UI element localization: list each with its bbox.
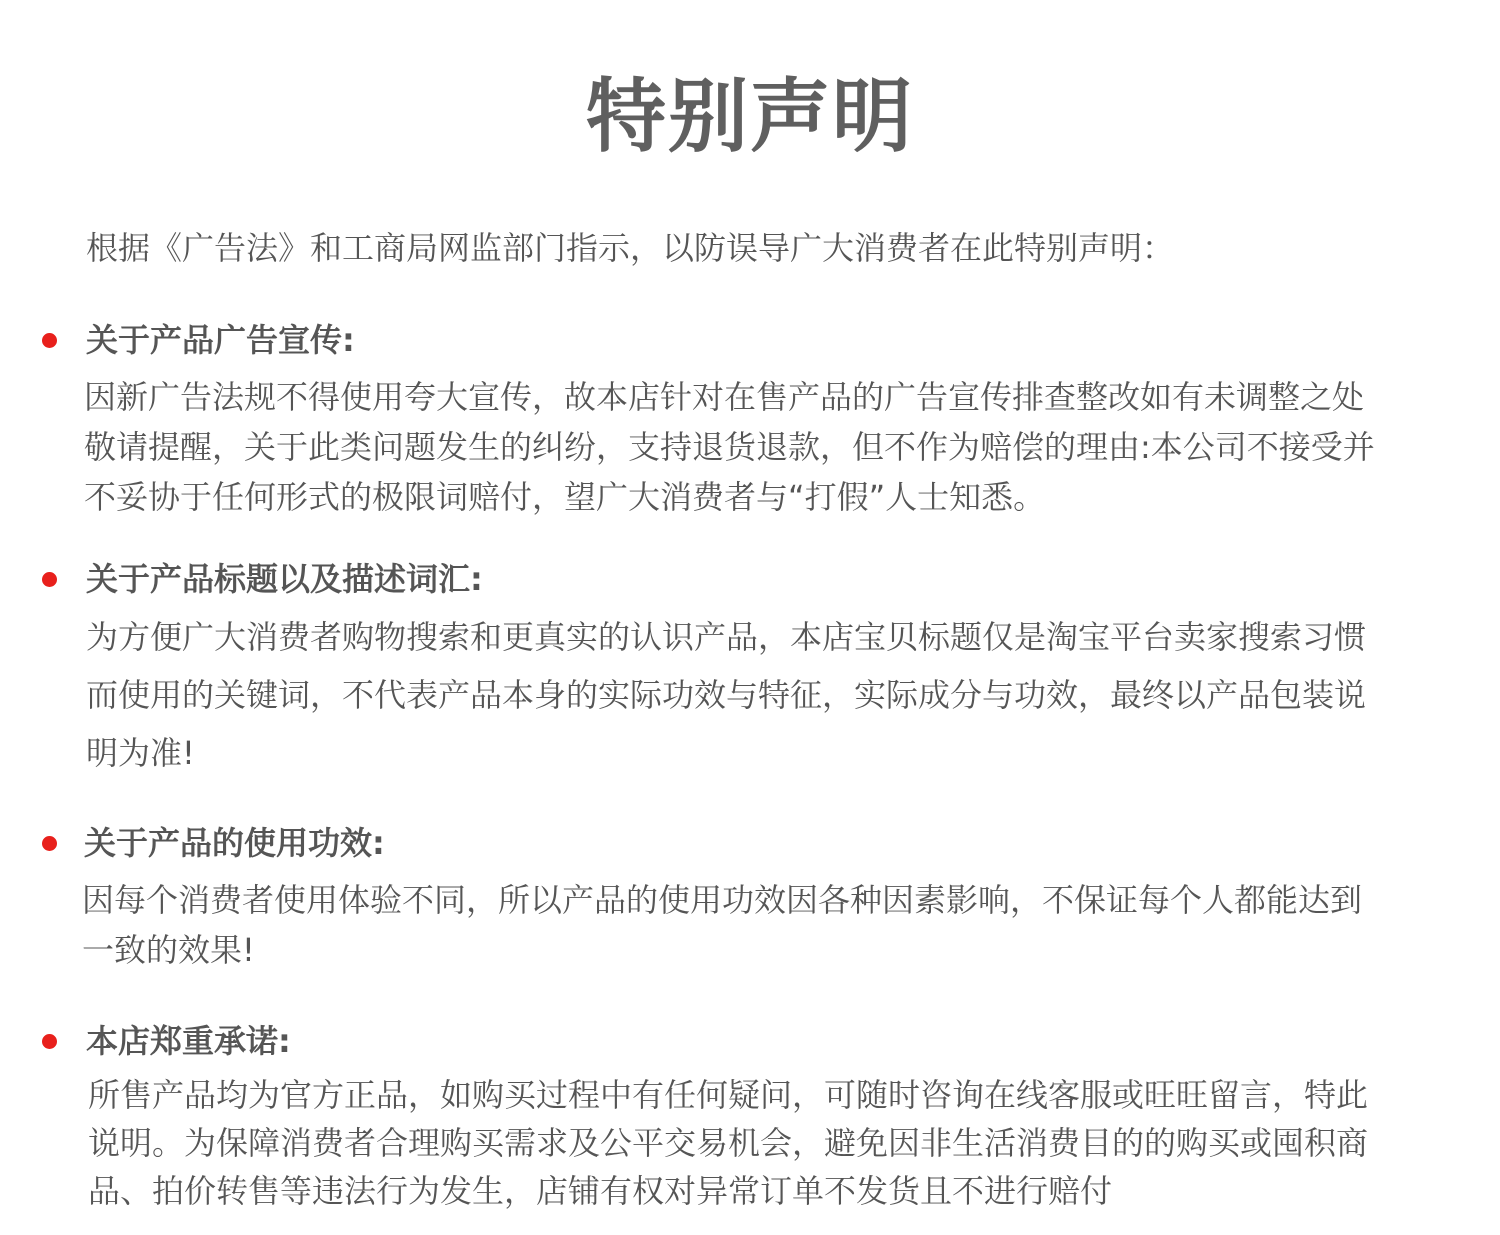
body-line: 因每个消费者使用体验不同，所以产品的使用功效因各种因素影响，不保证每个人都能达到: [82, 881, 1363, 919]
body-line: 所售产品均为官方正品，如购买过程中有任何疑问，可随时咨询在线客服或旺旺留言，特此: [88, 1076, 1369, 1114]
body-line: 品、拍价转售等违法行为发生，店铺有权对异常订单不发货且不进行赔付: [88, 1172, 1113, 1210]
body-line: 一致的效果!: [82, 931, 255, 969]
page-title: 特别声明: [586, 70, 914, 163]
section-heading: 本店郑重承诺:: [86, 1022, 291, 1060]
section-body: [86, 608, 1366, 782]
intro-text: 根据《广告法》和工商局网监部门指示，以防误导广大消费者在此特别声明：: [86, 229, 1175, 267]
section-body: [84, 372, 1375, 522]
body-line: 说明。为保障消费者合理购买需求及公平交易机会，避免因非生活消费目的的购买或囤积商: [88, 1124, 1369, 1162]
bullet-icon: [42, 1034, 57, 1049]
body-line: 敬请提醒，关于此类问题发生的纠纷，支持退货退款，但不作为赔偿的理由:本公司不接受并: [84, 428, 1375, 466]
section-body: [88, 1071, 1368, 1215]
bullet-icon: [42, 333, 57, 348]
body-line: 不妥协于任何形式的极限词赔付，望广大消费者与“打假”人士知悉。: [84, 478, 1046, 516]
section-heading: 关于产品的使用功效:: [84, 824, 385, 862]
section-body: [82, 875, 1362, 975]
body-line: 而使用的关键词，不代表产品本身的实际功效与特征，实际成分与功效，最终以产品包装说: [86, 676, 1367, 714]
body-line: 明为准!: [86, 734, 195, 772]
section-heading: 关于产品标题以及描述词汇:: [86, 560, 483, 598]
body-line: 为方便广大消费者购物搜索和更真实的认识产品，本店宝贝标题仅是淘宝平台卖家搜索习惯: [86, 618, 1367, 656]
bullet-icon: [42, 572, 57, 587]
bullet-icon: [42, 836, 57, 851]
body-line: 因新广告法规不得使用夸大宣传，故本店针对在售产品的广告宣传排查整改如有未调整之处: [84, 378, 1365, 416]
section-heading: 关于产品广告宣传:: [86, 321, 355, 359]
